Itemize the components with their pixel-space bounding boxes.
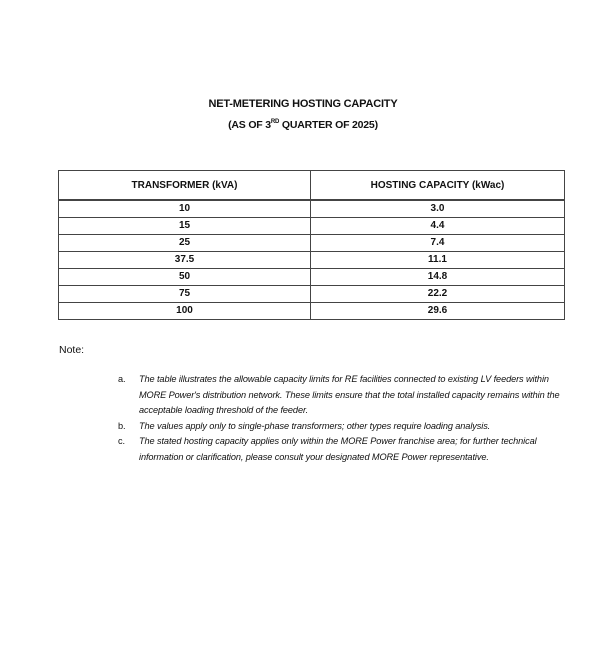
- note-item-c: [118, 434, 568, 465]
- cell-transformer-kva: 37.5: [59, 252, 311, 269]
- table-row: [59, 286, 565, 303]
- cell-hosting-capacity: 29.6: [311, 303, 565, 320]
- note-text: The values apply only to single-phase transformers; other types require loading analysis.: [139, 420, 491, 431]
- note-marker: a.: [118, 374, 126, 384]
- cell-hosting-capacity: 3.0: [311, 200, 565, 218]
- note-item-b: [118, 419, 568, 435]
- header-transformer-kva: TRANSFORMER (kVA): [59, 171, 311, 201]
- cell-hosting-capacity: 4.4: [311, 218, 565, 235]
- hosting-capacity-table: [58, 170, 565, 320]
- cell-transformer-kva: 25: [59, 235, 311, 252]
- cell-transformer-kva: 50: [59, 269, 311, 286]
- cell-transformer-kva: 100: [59, 303, 311, 320]
- cell-hosting-capacity: 22.2: [311, 286, 565, 303]
- table-row: [59, 269, 565, 286]
- table-row: [59, 200, 565, 218]
- subtitle-ordinal-superscript: RD: [270, 119, 280, 125]
- note-marker: c.: [118, 436, 125, 446]
- note-marker: b.: [118, 420, 126, 431]
- subtitle-suffix: QUARTER OF 2025): [279, 119, 378, 131]
- note-label: Note:: [59, 344, 85, 356]
- notes-list: [118, 372, 568, 465]
- document-title: NET-METERING HOSTING CAPACITY: [208, 98, 398, 110]
- cell-hosting-capacity: 11.1: [311, 252, 565, 269]
- table-header-row: [59, 171, 565, 201]
- cell-transformer-kva: 75: [59, 286, 311, 303]
- table-row: [59, 218, 565, 235]
- header-hosting-capacity-kwac: HOSTING CAPACITY (kWac): [311, 171, 565, 201]
- document-subtitle: [0, 119, 606, 131]
- cell-transformer-kva: 10: [59, 200, 311, 218]
- cell-hosting-capacity: 14.8: [311, 269, 565, 286]
- cell-transformer-kva: 15: [59, 218, 311, 235]
- subtitle-prefix: (AS OF 3: [228, 119, 271, 131]
- cell-hosting-capacity: 7.4: [311, 235, 565, 252]
- note-text: The stated hosting capacity applies only within the MORE Power franchise area; for further technical information or clarification, please consult your designated MORE Power representative.: [139, 436, 537, 462]
- note-item-a: [118, 372, 568, 419]
- note-text: The table illustrates the allowable capacity limits for RE facilities connected to existing LV feeders within MORE Power's distribution network. These limits ensure that the total installed capacity remains within the acceptable loading threshold of the feeder.: [139, 374, 560, 415]
- table-row: [59, 303, 565, 320]
- table-row: [59, 252, 565, 269]
- table-row: [59, 235, 565, 252]
